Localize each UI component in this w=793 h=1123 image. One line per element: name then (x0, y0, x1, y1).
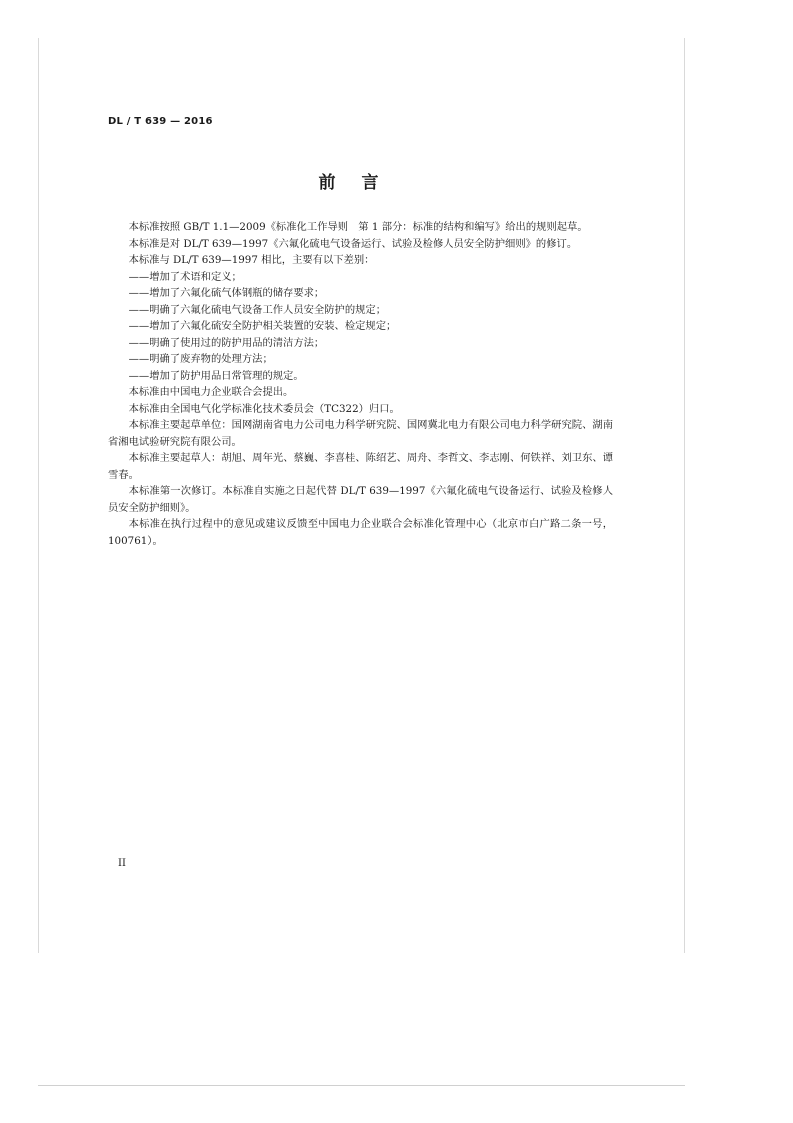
paragraph-differences-intro: 本标准与 DL/T 639—1997 相比，主要有以下差别： (128, 254, 375, 266)
paragraph-revision-of: 本标准是对 DL/T 639—1997《六氟化硫电气设备运行、试验及检修人员安全防护细则》的修订。 (128, 237, 578, 250)
change-item: ——增加了六氟化硫安全防护相关装置的安装、检定规定； (128, 320, 397, 332)
foreword-body (108, 219, 613, 549)
page-title: 前言 (318, 173, 405, 193)
page-number: II (118, 858, 126, 869)
paragraph-feedback: 本标准在执行过程中的意见或建议反馈至中国电力企业联合会标准化管理中心（北京市白广路二条一号，100761）。 (108, 518, 613, 547)
paragraph-proposer: 本标准由中国电力企业联合会提出。 (128, 386, 294, 398)
change-item: ——增加了防护用品日常管理的规定。 (128, 369, 304, 382)
paragraph-drafting-rules: 本标准按照 GB/T 1.1—2009《标准化工作导则 第 1 部分：标准的结构和编写》给出的规则起草。 (128, 221, 588, 233)
paragraph-drafters: 本标准主要起草人：胡旭、周年光、蔡巍、李喜桂、陈绍艺、周舟、李哲文、李志刚、何铁祥、刘卫东、谭雪春。 (108, 452, 613, 481)
document-code: DL / T 639 — 2016 (108, 116, 213, 127)
paragraph-drafting-units: 本标准主要起草单位：国网湖南省电力公司电力科学研究院、国网冀北电力有限公司电力科学研究院、湖南省湘电试验研究院有限公司。 (108, 419, 613, 448)
paragraph-administrator: 本标准由全国电气化学标准化技术委员会（TC322）归口。 (128, 402, 400, 415)
paragraph-revision-note: 本标准第一次修订。本标准自实施之日起代替 DL/T 639—1997《六氟化硫电气设备运行、试验及检修人员安全防护细则》。 (108, 485, 613, 514)
change-item: ——增加了术语和定义； (128, 270, 242, 283)
change-item: ——明确了使用过的防护用品的清洁方法； (128, 336, 325, 349)
change-item: ——明确了废弃物的处理方法； (128, 353, 273, 365)
page-bottom-edge (38, 1085, 685, 1086)
change-item: ——明确了六氟化硫电气设备工作人员安全防护的规定； (128, 303, 387, 316)
change-item: ——增加了六氟化硫气体钢瓶的储存要求； (128, 287, 325, 299)
